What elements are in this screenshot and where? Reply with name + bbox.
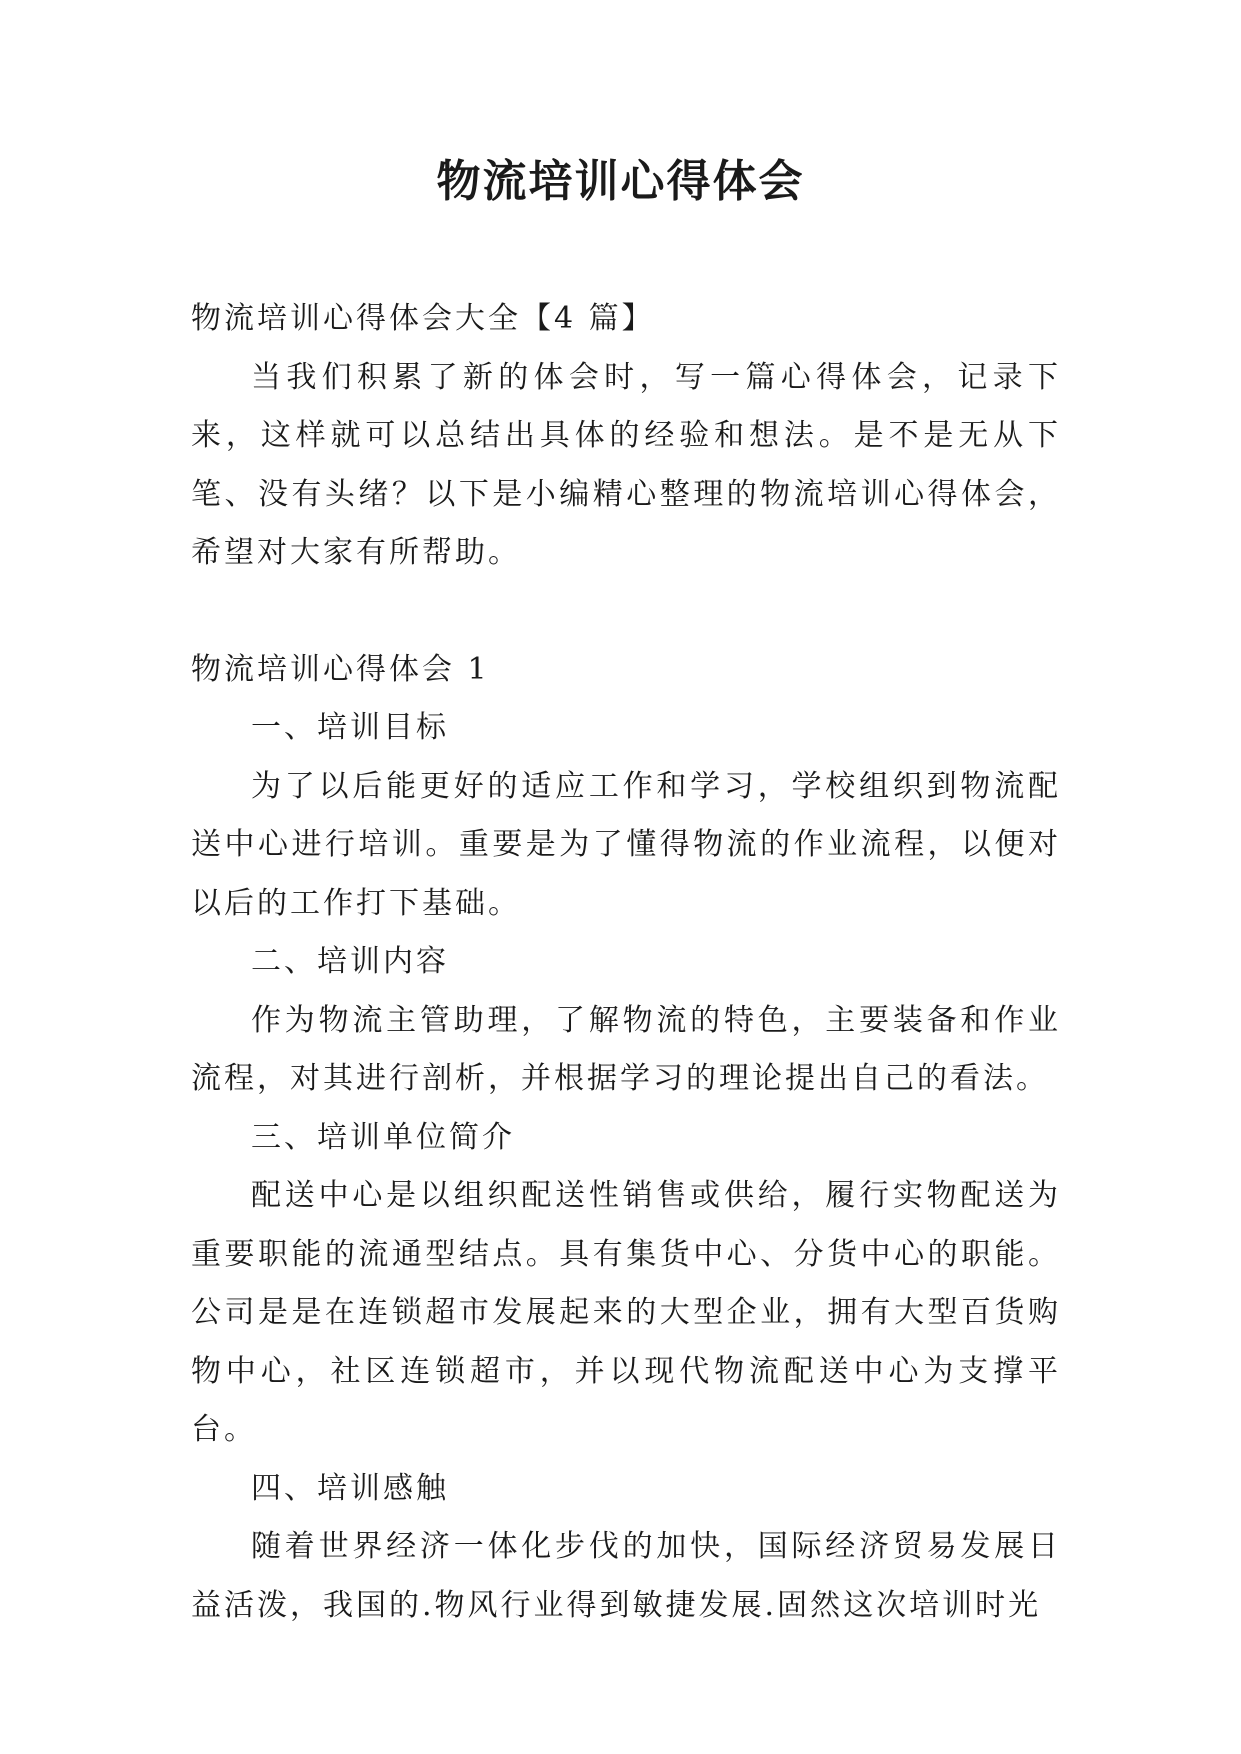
paragraph-training-goal: 为了以后能更好的适应工作和学习，学校组织到物流配送中心进行培训。重要是为了懂得物流的作业流程，以便对以后的工作打下基础。	[191, 768, 1061, 921]
subheading-training-goal: 一、培训目标	[251, 710, 449, 745]
intro-paragraph: 当我们积累了新的体会时，写一篇心得体会，记录下来，这样就可以总结出具体的经验和想法。是不是无从下笔、没有头绪？以下是小编精心整理的物流培训心得体会，希望对大家有所帮助。	[191, 359, 1061, 570]
paragraph-training-reflection: 随着世界经济一体化步伐的加快，国际经济贸易发展日益活泼，我国的.物风行业得到敏捷发展.固然这次培训时光	[191, 1529, 1061, 1623]
document-body	[191, 290, 1061, 1635]
document-subtitle: 物流培训心得体会大全【4 篇】	[191, 301, 655, 336]
subheading-training-content: 二、培训内容	[251, 944, 449, 979]
paragraph-training-content: 作为物流主管助理，了解物流的特色，主要装备和作业流程，对其进行剖析，并根据学习的理论提出自己的看法。	[191, 1002, 1061, 1096]
subheading-training-unit: 三、培训单位简介	[251, 1119, 515, 1155]
section-heading: 物流培训心得体会 1	[191, 651, 490, 687]
document-title: 物流培训心得体会	[436, 156, 805, 207]
paragraph-spacer	[191, 583, 1061, 641]
subheading-training-reflection: 四、培训感触	[251, 1470, 449, 1506]
paragraph-training-unit: 配送中心是以组织配送性销售或供给，履行实物配送为重要职能的流通型结点。具有集货中心、分货中心的职能。公司是是在连锁超市发展起来的大型企业，拥有大型百货购物中心，社区连锁超市，并以现代物流配送中心为支撑平台。	[191, 1178, 1061, 1447]
